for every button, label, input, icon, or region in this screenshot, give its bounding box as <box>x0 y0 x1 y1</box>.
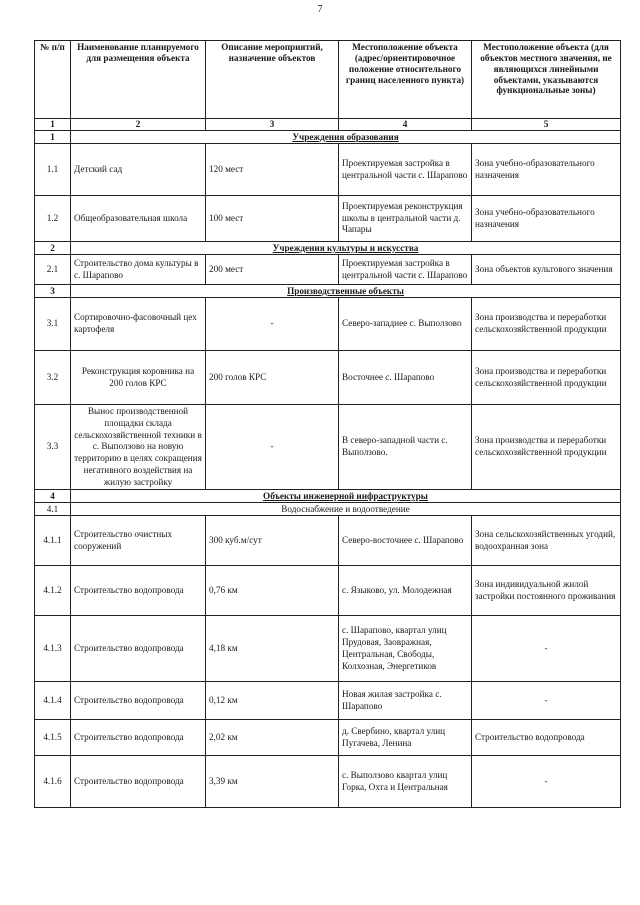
table-row <box>35 405 621 490</box>
object-zone: Зона учебно-образовательного назначения <box>472 196 621 242</box>
table-row <box>35 196 621 242</box>
table-row <box>35 720 621 756</box>
row-number: 1.2 <box>35 196 71 242</box>
object-location: Новая жилая застройка с. Шарапово <box>339 682 472 720</box>
object-zone: Зона производства и переработки сельскохозяйственной продукции <box>472 298 621 351</box>
section-number: 2 <box>35 242 71 255</box>
section-row <box>35 242 621 255</box>
object-name: Вынос производственной площадки склада сельскохозяйственной техники в с. Выползово на новую территорию в целях сокращения негативного воздействия на жилую застройку <box>71 405 206 490</box>
table-header-row <box>35 41 621 119</box>
object-description: 100 мест <box>206 196 339 242</box>
object-description: 0,12 км <box>206 682 339 720</box>
page-number: 7 <box>317 4 323 15</box>
object-location: Восточнее с. Шарапово <box>339 351 472 405</box>
col-number: 2 <box>71 119 206 131</box>
table-row <box>35 298 621 351</box>
section-number: 1 <box>35 131 71 144</box>
col-number: 5 <box>472 119 621 131</box>
subsection-number: 4.1 <box>35 503 71 516</box>
object-description: 200 мест <box>206 255 339 285</box>
col-number: 1 <box>35 119 71 131</box>
object-name: Строительство водопровода <box>71 616 206 682</box>
row-number: 4.1.3 <box>35 616 71 682</box>
row-number: 3.3 <box>35 405 71 490</box>
object-name: Строительство водопровода <box>71 682 206 720</box>
row-number: 4.1.1 <box>35 516 71 566</box>
object-name: Строительство дома культуры в с. Шарапово <box>71 255 206 285</box>
section-title: Производственные объекты <box>71 285 621 298</box>
object-location: с. Выползово квартал улиц Горка, Охта и Центральная <box>339 756 472 808</box>
section-title: Объекты инженерной инфраструктуры <box>71 490 621 503</box>
object-zone: - <box>472 756 621 808</box>
object-description: 0,76 км <box>206 566 339 616</box>
subsection-row <box>35 503 621 516</box>
header-desc: Описание мероприятий, назначение объектов <box>206 41 339 119</box>
object-location: с. Шарапово, квартал улиц Прудовая, Заовражная, Центральная, Свободы, Колхозная, Энергетиков <box>339 616 472 682</box>
object-location: Проектируемая застройка в центральной части с. Шарапово <box>339 255 472 285</box>
section-row <box>35 490 621 503</box>
object-location: Проектируемая застройка в центральной части с. Шарапово <box>339 144 472 196</box>
object-description: 4,18 км <box>206 616 339 682</box>
object-name: Строительство водопровода <box>71 566 206 616</box>
header-zone: Местоположение объекта (для объектов местного значения, не являющихся линейными объектами, указываются функциональные зоны) <box>472 41 621 119</box>
row-number: 4.1.6 <box>35 756 71 808</box>
object-name: Детский сад <box>71 144 206 196</box>
header-name: Наименование планируемого для размещения объекта <box>71 41 206 119</box>
object-location: Северо-западнее с. Выползово <box>339 298 472 351</box>
row-number: 4.1.4 <box>35 682 71 720</box>
object-description: 2,02 км <box>206 720 339 756</box>
object-description: 300 куб.м/сут <box>206 516 339 566</box>
planned-objects-table <box>34 40 621 808</box>
row-number: 3.2 <box>35 351 71 405</box>
table-row <box>35 144 621 196</box>
object-zone: Зона объектов культового значения <box>472 255 621 285</box>
table-row <box>35 255 621 285</box>
table-row <box>35 566 621 616</box>
column-number-row <box>35 119 621 131</box>
object-description: - <box>206 405 339 490</box>
header-num: № п/п <box>35 41 71 119</box>
object-zone: - <box>472 682 621 720</box>
object-description: 200 голов КРС <box>206 351 339 405</box>
object-name: Сортировочно-фасовочный цех картофеля <box>71 298 206 351</box>
row-number: 1.1 <box>35 144 71 196</box>
object-zone: Зона сельскохозяйственных угодий, водоохранная зона <box>472 516 621 566</box>
object-zone: Строительство водопровода <box>472 720 621 756</box>
row-number: 3.1 <box>35 298 71 351</box>
table-row <box>35 682 621 720</box>
object-name: Общеобразовательная школа <box>71 196 206 242</box>
object-location: Северо-восточнее с. Шарапово <box>339 516 472 566</box>
object-name: Строительство очистных сооружений <box>71 516 206 566</box>
object-location: Проектируемая реконструкция школы в центральной части д. Чапары <box>339 196 472 242</box>
section-number: 3 <box>35 285 71 298</box>
table-row <box>35 351 621 405</box>
row-number: 2.1 <box>35 255 71 285</box>
object-zone: Зона производства и переработки сельскохозяйственной продукции <box>472 351 621 405</box>
object-zone: Зона производства и переработки сельскохозяйственной продукции <box>472 405 621 490</box>
object-location: с. Языково, ул. Молодежная <box>339 566 472 616</box>
object-location: д. Свербино, квартал улиц Пугачева, Ленина <box>339 720 472 756</box>
object-description: 120 мест <box>206 144 339 196</box>
row-number: 4.1.5 <box>35 720 71 756</box>
object-zone: Зона учебно-образовательного назначения <box>472 144 621 196</box>
table-row <box>35 756 621 808</box>
object-description: 3,39 км <box>206 756 339 808</box>
section-title: Учреждения образования <box>71 131 621 144</box>
section-number: 4 <box>35 490 71 503</box>
section-title: Учреждения культуры и искусства <box>71 242 621 255</box>
object-location: В северо-западной части с. Выползово. <box>339 405 472 490</box>
object-description: - <box>206 298 339 351</box>
section-row <box>35 131 621 144</box>
object-name: Строительство водопровода <box>71 720 206 756</box>
object-name: Строительство водопровода <box>71 756 206 808</box>
object-zone: - <box>472 616 621 682</box>
object-zone: Зона индивидуальной жилой застройки постоянного проживания <box>472 566 621 616</box>
header-location: Местоположение объекта (адрес/ориентировочное положение относительного границ населенного пункта) <box>339 41 472 119</box>
row-number: 4.1.2 <box>35 566 71 616</box>
object-name: Реконструкция коровника на 200 голов КРС <box>71 351 206 405</box>
col-number: 3 <box>206 119 339 131</box>
table-row <box>35 516 621 566</box>
section-row <box>35 285 621 298</box>
subsection-title: Водоснабжение и водоотведение <box>71 503 621 516</box>
col-number: 4 <box>339 119 472 131</box>
table-row <box>35 616 621 682</box>
